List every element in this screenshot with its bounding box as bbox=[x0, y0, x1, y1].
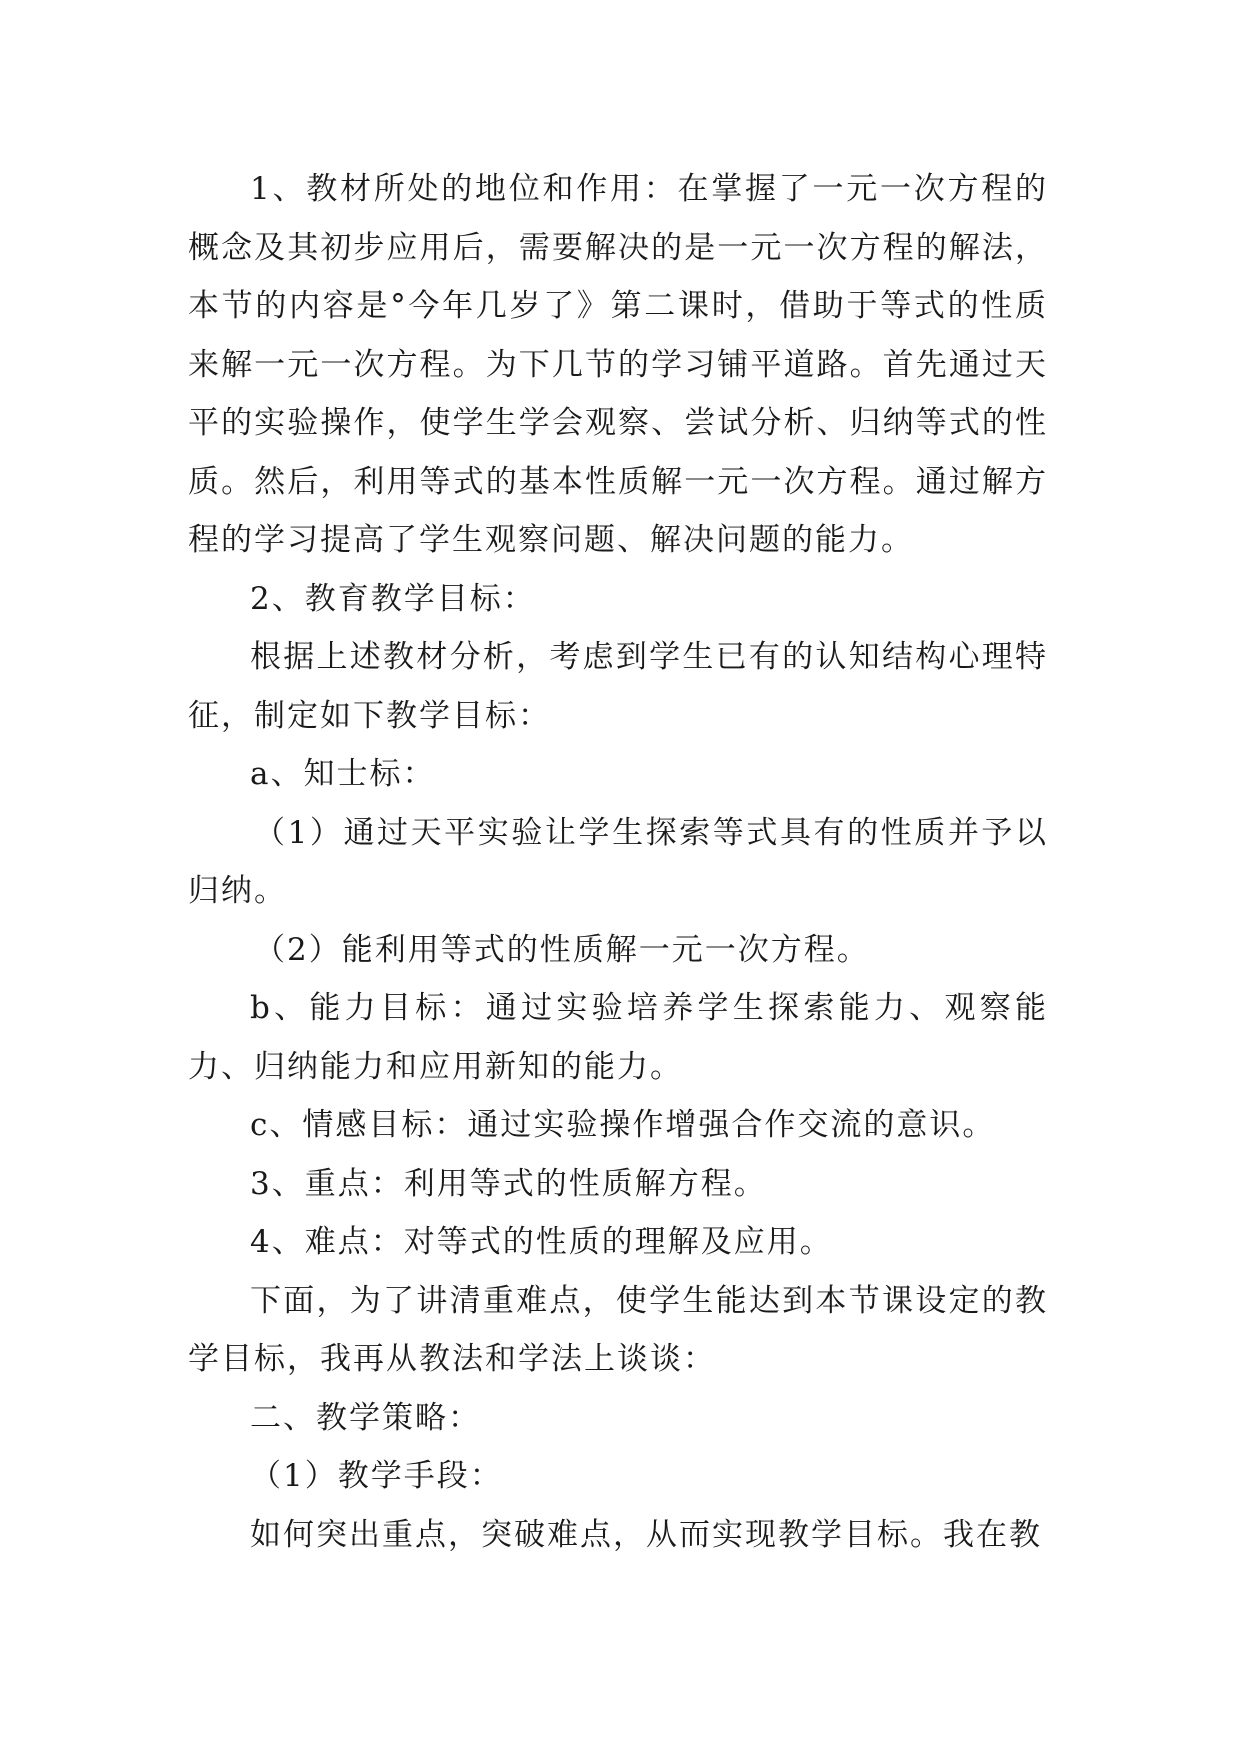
paragraph-goal-item-1: （1）通过天平实验让学生探索等式具有的性质并予以归纳。 bbox=[188, 814, 1048, 909]
document-body bbox=[188, 160, 1048, 1564]
paragraph-strategy-heading: 二、教学策略： bbox=[250, 1399, 481, 1436]
paragraph-goal-item-2: （2）能利用等式的性质解一元一次方程。 bbox=[254, 931, 870, 968]
paragraph-goals-heading: 2、教育教学目标： bbox=[250, 580, 536, 617]
paragraph-key-point: 3、重点：利用等式的性质解方程。 bbox=[250, 1165, 767, 1202]
paragraph-transition: 下面，为了讲清重难点，使学生能达到本节课设定的教学目标，我再从教法和学法上谈谈： bbox=[188, 1282, 1048, 1377]
paragraph-knowledge-goal: a、知士标： bbox=[250, 756, 436, 792]
paragraph-teaching-means: （1）教学手段： bbox=[250, 1458, 503, 1494]
paragraph-goals-intro: 根据上述教材分析，考虑到学生已有的认知结构心理特征，制定如下教学目标： bbox=[188, 639, 1048, 734]
paragraph-textbook-position: 1、教材所处的地位和作用：在掌握了一元一次方程的概念及其初步应用后，需要解决的是一元一次方程的解法，本节的内容是°今年几岁了》第二课时，借助于等式的性质来解一元一次方程。为下几节的学习铺平道路。首先通过天平的实验操作，使学生学会观察、尝试分析、归纳等式的性质。然后，利用等式的基本性质解一元一次方程。通过解方程的学习提高了学生观察问题、解决问题的能力。 bbox=[188, 171, 1048, 558]
paragraph-ability-goal: b、能力目标：通过实验培养学生探索能力、观察能力、归纳能力和应用新知的能力。 bbox=[188, 990, 1048, 1085]
paragraph-means-body: 如何突出重点，突破难点，从而实现教学目标。我在教 bbox=[250, 1516, 1042, 1553]
paragraph-difficulty: 4、难点：对等式的性质的理解及应用。 bbox=[250, 1224, 833, 1260]
paragraph-emotion-goal: c、情感目标：通过实验操作增强合作交流的意识。 bbox=[250, 1107, 996, 1143]
